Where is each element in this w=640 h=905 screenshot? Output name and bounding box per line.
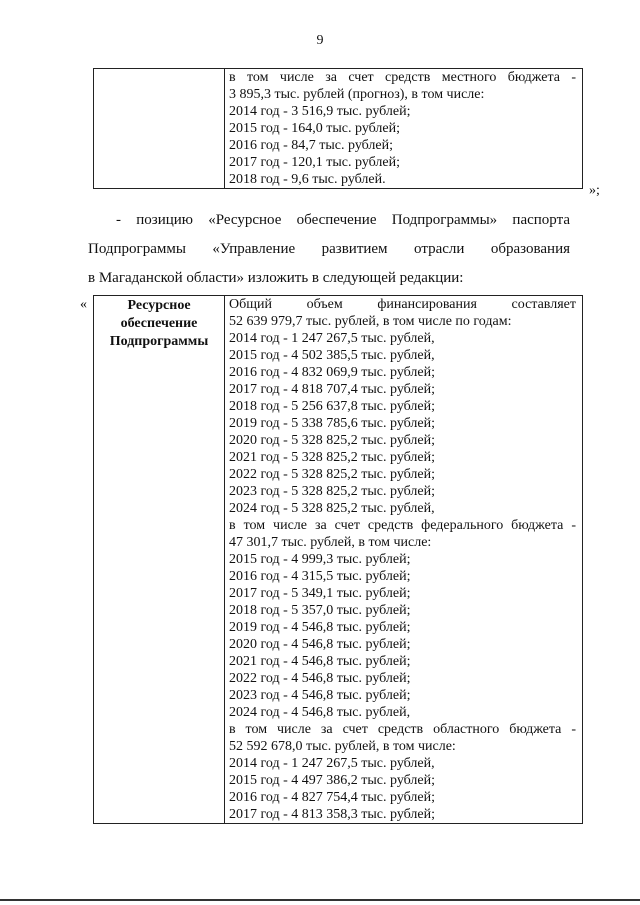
opening-quote: « bbox=[80, 297, 87, 312]
text-line: 2014 год - 1 247 267,5 тыс. рублей, bbox=[229, 756, 435, 771]
text-line: 2020 год - 4 546,8 тыс. рублей; bbox=[229, 637, 411, 652]
text-line: 2017 год - 5 349,1 тыс. рублей; bbox=[229, 586, 411, 601]
funding-continuation-table bbox=[93, 68, 583, 189]
text-line: 52 592 678,0 тыс. рублей, в том числе: bbox=[229, 739, 456, 754]
text-line: 2017 год - 120,1 тыс. рублей; bbox=[229, 155, 401, 170]
page-number: 9 bbox=[316, 33, 324, 48]
empty-label-cell bbox=[94, 69, 225, 189]
text-line: 2016 год - 4 315,5 тыс. рублей; bbox=[229, 569, 411, 584]
text-line: 3 895,3 тыс. рублей (прогноз), в том числе: bbox=[229, 87, 485, 102]
header-line: Подпрограммы bbox=[109, 334, 209, 349]
text-line: 2021 год - 5 328 825,2 тыс. рублей; bbox=[229, 450, 436, 465]
text-line: в том числе за счет средств областного бюджета - bbox=[229, 722, 576, 737]
text-line: 2017 год - 4 813 358,3 тыс. рублей; bbox=[229, 807, 436, 822]
amendment-paragraph-line: - позицию «Ресурсное обеспечение Подпрограммы» паспорта bbox=[116, 212, 570, 228]
funding-details-cell bbox=[225, 296, 583, 824]
page-bottom-edge bbox=[0, 899, 640, 901]
text-line: 2024 год - 5 328 825,2 тыс. рублей, bbox=[229, 501, 435, 516]
text-line: 52 639 979,7 тыс. рублей, в том числе по годам: bbox=[229, 314, 512, 329]
text-line: 2024 год - 4 546,8 тыс. рублей, bbox=[229, 705, 411, 720]
text-line: 2016 год - 84,7 тыс. рублей; bbox=[229, 138, 394, 153]
text-line: 2020 год - 5 328 825,2 тыс. рублей; bbox=[229, 433, 436, 448]
closing-quote: »; bbox=[589, 183, 600, 198]
text-line: 2023 год - 5 328 825,2 тыс. рублей; bbox=[229, 484, 436, 499]
text-line: 2015 год - 164,0 тыс. рублей; bbox=[229, 121, 401, 136]
amendment-paragraph-line: в Магаданской области» изложить в следующей редакции: bbox=[88, 270, 464, 286]
text-line: 2022 год - 4 546,8 тыс. рублей; bbox=[229, 671, 411, 686]
text-line: 2018 год - 5 256 637,8 тыс. рублей; bbox=[229, 399, 436, 414]
text-line: 2015 год - 4 999,3 тыс. рублей; bbox=[229, 552, 411, 567]
text-line: 2015 год - 4 497 386,2 тыс. рублей; bbox=[229, 773, 436, 788]
text-line: 2019 год - 4 546,8 тыс. рублей; bbox=[229, 620, 411, 635]
text-line: 2015 год - 4 502 385,5 тыс. рублей, bbox=[229, 348, 435, 363]
text-line: 47 301,7 тыс. рублей, в том числе: bbox=[229, 535, 432, 550]
amendment-paragraph-line: Подпрограммы «Управление развитием отрасли образования bbox=[88, 241, 570, 257]
text-line: Общий объем финансирования составляет bbox=[229, 297, 576, 312]
text-line: в том числе за счет средств федерального бюджета - bbox=[229, 518, 576, 533]
header-line: Ресурсное bbox=[127, 298, 191, 313]
header-line: обеспечение bbox=[120, 316, 198, 331]
text-line: 2014 год - 3 516,9 тыс. рублей; bbox=[229, 104, 411, 119]
header-cell bbox=[94, 296, 225, 824]
text-line: 2017 год - 4 818 707,4 тыс. рублей; bbox=[229, 382, 436, 397]
local-budget-cell bbox=[225, 69, 583, 189]
text-line: 2018 год - 5 357,0 тыс. рублей; bbox=[229, 603, 411, 618]
text-line: в том числе за счет средств местного бюджета - bbox=[229, 70, 576, 85]
text-line: 2023 год - 4 546,8 тыс. рублей; bbox=[229, 688, 411, 703]
text-line: 2014 год - 1 247 267,5 тыс. рублей, bbox=[229, 331, 435, 346]
text-line: 2018 год - 9,6 тыс. рублей. bbox=[229, 172, 386, 187]
text-line: 2019 год - 5 338 785,6 тыс. рублей; bbox=[229, 416, 436, 431]
text-line: 2021 год - 4 546,8 тыс. рублей; bbox=[229, 654, 411, 669]
text-line: 2022 год - 5 328 825,2 тыс. рублей; bbox=[229, 467, 436, 482]
resource-provision-table bbox=[93, 295, 583, 824]
text-line: 2016 год - 4 832 069,9 тыс. рублей; bbox=[229, 365, 436, 380]
text-line: 2016 год - 4 827 754,4 тыс. рублей; bbox=[229, 790, 436, 805]
